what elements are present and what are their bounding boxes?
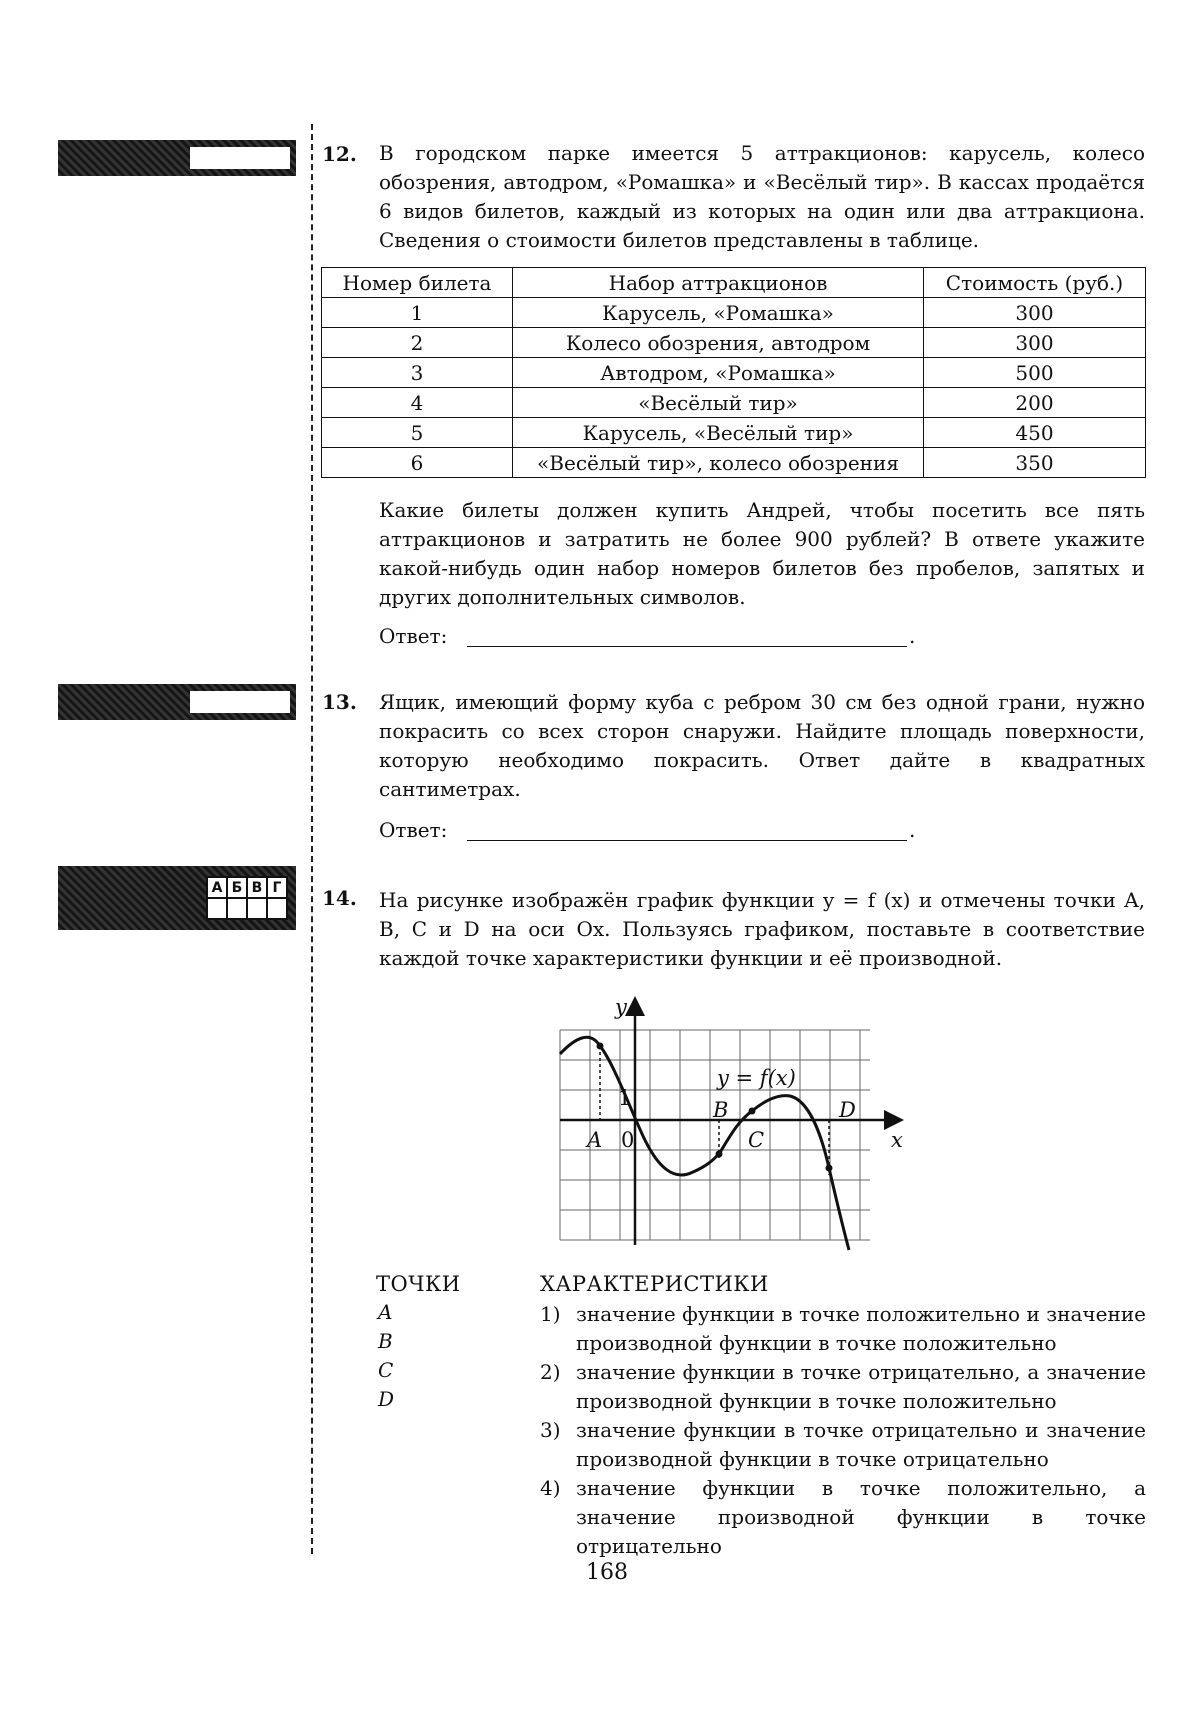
cut-line — [311, 124, 313, 1554]
y-axis-label: y — [615, 995, 627, 1019]
answer-label: Ответ: — [379, 818, 448, 842]
table-row — [322, 448, 1146, 478]
answer-grid-letter: А — [207, 877, 227, 898]
characteristic-3 — [540, 1416, 1146, 1474]
function-curve — [560, 1037, 849, 1250]
table-row — [322, 328, 1146, 358]
table-cell: 3 — [322, 358, 513, 388]
answer-line[interactable] — [467, 840, 907, 841]
point-b: B — [378, 1329, 393, 1353]
answer-grid-cell[interactable] — [207, 898, 227, 919]
table-row — [322, 418, 1146, 448]
tick-one-label: 1 — [618, 1086, 632, 1110]
answer-grid-letter: Г — [267, 877, 287, 898]
problem-14-number: 14. — [322, 886, 357, 910]
table-row — [322, 298, 1146, 328]
answer-line[interactable] — [467, 646, 907, 647]
characteristic-text: значение функции в точке положительно, а значение производной функции в точке отрицательно — [576, 1476, 1146, 1558]
tickets-table — [321, 267, 1146, 478]
x-axis-label: x — [891, 1128, 903, 1152]
table-cell: Карусель, «Весёлый тир» — [513, 418, 924, 448]
characteristic-number: 3) — [540, 1418, 561, 1442]
table-cell: «Весёлый тир» — [513, 388, 924, 418]
problem-12-answer: Ответ: . — [379, 624, 916, 648]
problem-14-marker — [58, 866, 296, 930]
table-cell: 6 — [322, 448, 513, 478]
problem-12-number: 12. — [322, 142, 357, 166]
grid — [560, 1030, 870, 1240]
characteristic-text: значение функции в точке отрицательно и значение производной функции в точке отрицательно — [576, 1418, 1146, 1471]
table-cell: 5 — [322, 418, 513, 448]
function-label: y = f(x) — [717, 1066, 796, 1090]
characteristic-text: значение функции в точке отрицательно, а значение производной функции в точке положительно — [576, 1360, 1146, 1413]
problem-14-text: На рисунке изображён график функции y = f (x) и отмечены точки A, B, C и D на оси Ox. Пользуясь графиком, поставьте в соответствие каждой точке характеристики функции и её производной. — [379, 888, 1145, 970]
problem-13-text: Ящик, имеющий форму куба с ребром 30 см без одной грани, нужно покрасить со всех сторон снаружи. Найдите площадь поверхности, которую необходимо покрасить. Ответ дайте в квадратных сантиметрах. — [379, 690, 1145, 801]
table-cell: «Весёлый тир», колесо обозрения — [513, 448, 924, 478]
table-header: Номер билета — [322, 268, 513, 298]
answer-grid-letter: В — [247, 877, 267, 898]
table-cell: 200 — [924, 388, 1146, 418]
point-a-label: A — [587, 1128, 603, 1152]
table-header: Стоимость (руб.) — [924, 268, 1146, 298]
point-b-label: B — [713, 1098, 729, 1122]
point-d: D — [378, 1387, 395, 1411]
table-cell: 450 — [924, 418, 1146, 448]
problem-13-marker — [58, 684, 296, 720]
table-cell: Колесо обозрения, автодром — [513, 328, 924, 358]
table-cell: 1 — [322, 298, 513, 328]
characteristic-1 — [540, 1300, 1146, 1358]
table-row — [322, 388, 1146, 418]
point-c-label: C — [748, 1128, 765, 1152]
table-cell: 300 — [924, 328, 1146, 358]
page-number: 168 — [586, 1560, 628, 1585]
point-a: A — [378, 1300, 393, 1324]
problem-12-marker — [58, 140, 296, 176]
table-cell: Карусель, «Ромашка» — [513, 298, 924, 328]
answer-grid-cell[interactable] — [267, 898, 287, 919]
characteristic-number: 1) — [540, 1302, 561, 1326]
characteristics-heading: ХАРАКТЕРИСТИКИ — [540, 1272, 769, 1296]
problem-12-question: Какие билеты должен купить Андрей, чтобы посетить все пять аттракционов и затратить не более 900 рублей? В ответе укажите какой-нибудь один набор номеров билетов без пробелов, запятых и других дополнительных символов. — [379, 498, 1145, 609]
table-row — [322, 358, 1146, 388]
origin-label: 0 — [621, 1128, 635, 1152]
point-d-label: D — [839, 1098, 856, 1122]
answer-grid-cell[interactable] — [227, 898, 247, 919]
characteristic-4 — [540, 1474, 1146, 1561]
table-cell: 500 — [924, 358, 1146, 388]
table-header: Набор аттракционов — [513, 268, 924, 298]
characteristic-number: 2) — [540, 1360, 561, 1384]
table-cell: 4 — [322, 388, 513, 418]
problem-12-text: В городском парке имеется 5 аттракционов: карусель, колесо обозрения, автодром, «Ромашка» и «Весёлый тир». В кассах продаётся 6 видов билетов, каждый из которых на один или два аттракциона. Сведения о стоимости билетов представлены в таблице. — [379, 141, 1145, 252]
answer-grid-cell[interactable] — [247, 898, 267, 919]
characteristic-text: значение функции в точке положительно и значение производной функции в точке положительно — [576, 1302, 1146, 1355]
characteristic-2 — [540, 1358, 1146, 1416]
table-cell: 2 — [322, 328, 513, 358]
problem-13-answer: Ответ: . — [379, 818, 916, 842]
answer-grid — [206, 876, 288, 920]
table-header-row — [322, 268, 1146, 298]
answer-grid-letter: Б — [227, 877, 247, 898]
characteristic-number: 4) — [540, 1476, 561, 1500]
table-cell: Автодром, «Ромашка» — [513, 358, 924, 388]
points-heading: ТОЧКИ — [376, 1272, 461, 1296]
table-cell: 350 — [924, 448, 1146, 478]
table-cell: 300 — [924, 298, 1146, 328]
problem-13-number: 13. — [322, 690, 357, 714]
function-graph — [545, 990, 925, 1270]
answer-label: Ответ: — [379, 624, 448, 648]
point-c: C — [378, 1358, 394, 1382]
